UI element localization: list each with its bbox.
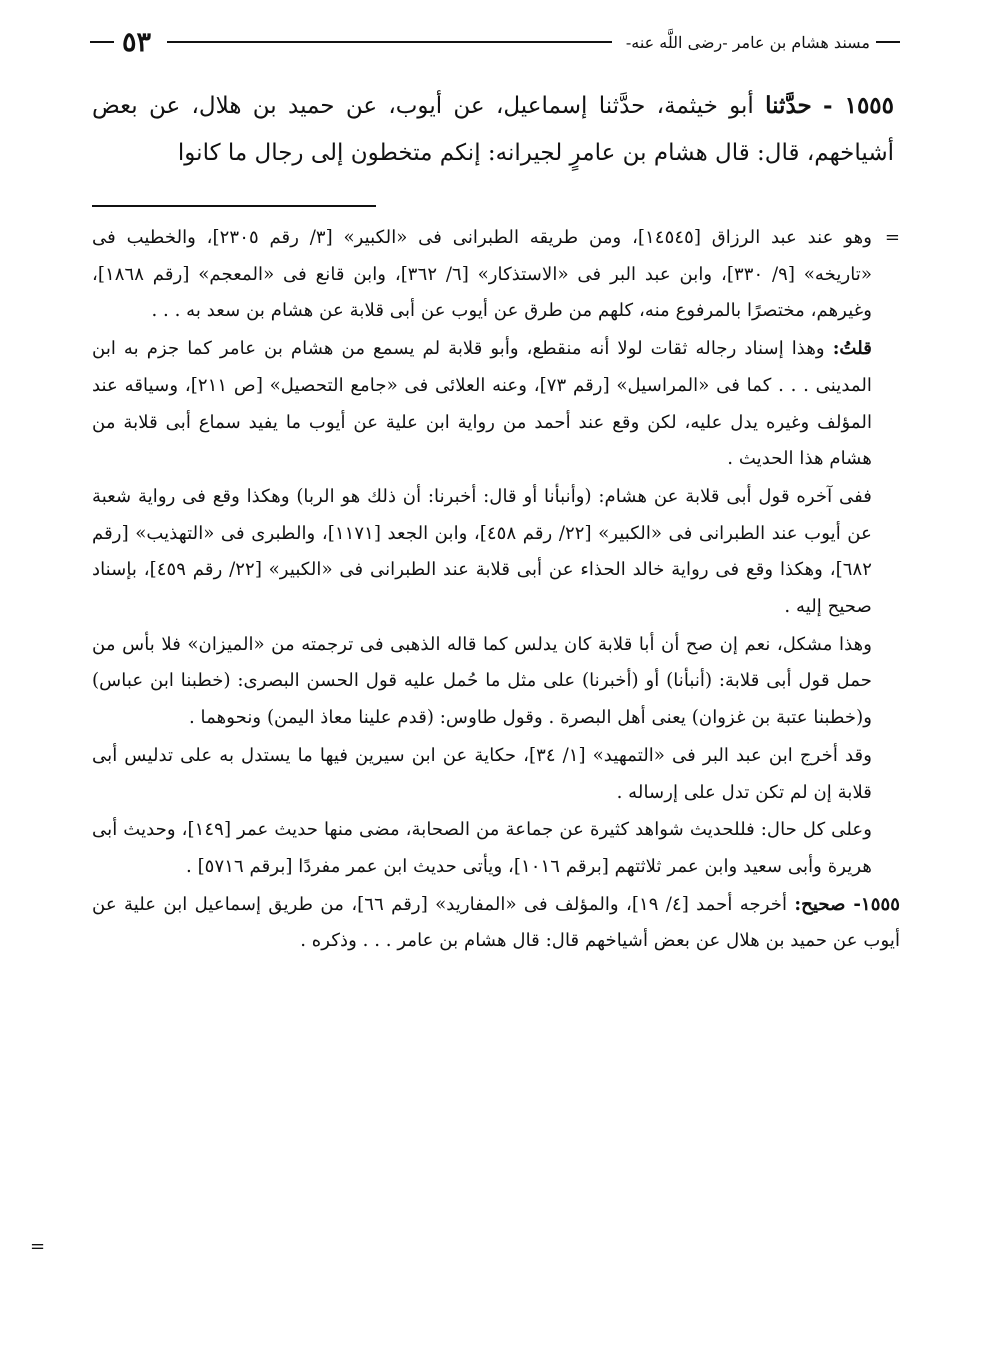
footnote-paragraph (92, 331, 900, 478)
hadith-text: أبو خيثمة، حدَّثنا إسماعيل، عن أيوب، عن حميد بن هلال، عن بعض أشياخهم، قال: قال هشام بن عامرٍ لجيرانه: إنكم متخطون إلى رجال ما كانوا (92, 93, 894, 166)
continuation-mark: = (884, 227, 900, 248)
footnote-text: وهو عند عبد الرزاق [١٤٥٤٥]، ومن طريقه الطبرانى فى «الكبير» [٣/ رقم ٢٣٠٥]، والخطيب فى «تاريخه» [٩/ ٣٣٠]، وابن عبد البر فى «الاستذكار» [٦/ ٣٦٢]، وابن قانع فى «المعجم» [رقم ١٨٦٨]، وغيرهم، مختصرًا بالمرفوع منه، كلهم من طرق عن أيوب عن أبى قلابة عن هشام بن سعد به . . . (92, 227, 872, 322)
main-text (92, 82, 894, 177)
hadith-lead: حدَّثنا (765, 92, 812, 119)
footnote-text: وهذا إسناد رجاله ثقات لولا أنه منقطع، وأبو قلابة لم يسمع من هشام بن عامر كما جزم به ابن المدينى . . . كما فى «المراسيل» [رقم ٧٣]، وعنه العلائى فى «جامع التحصيل» [ص ٢١١]، وسياقه عند المؤلف وغيره يدل عليه، لكن وقع عند أحمد من رواية ابن علية عن أيوب ما يفيد سماع أبى قلابة من هشام هذا الحديث . (92, 338, 872, 470)
footnote-paragraph (92, 738, 900, 811)
hadith-number: ١٥٥٥ - (823, 92, 895, 119)
page-number: ٥٣ (122, 26, 152, 58)
footnote-text: أخرجه أحمد [٤/ ١٩]، والمؤلف فى «المفاريد» [رقم ٦٦]، من طريق إسماعيل ابن علية عن أيوب عن حميد بن هلال عن بعض أشياخهم قال: قال هشام بن عامر . . . وذكره . (92, 893, 900, 952)
footnote-text: وعلى كل حال: فللحديث شواهد كثيرة عن جماعة من الصحابة، مضى منها حديث عمر [١٤٩]، وحديث أبى هريرة وأبى سعيد وابن عمر ثلاثتهم [برقم ١٠١٦]، ويأتى حديث ابن عمر مفردًا [برقم ٥٧١٦] . (92, 819, 872, 877)
footnote-text: وقد أخرج ابن عبد البر فى «التمهيد» [١/ ٣٤]، حكاية عن ابن سيرين فيها ما يستدل به على تدليس أبى قلابة إن لم تكن تدل على إرساله . (92, 744, 872, 803)
footnote-text: ففى آخره قول أبى قلابة عن هشام: (وأنبأنا أو قال: أخبرنا: أن ذلك هو الربا) وهكذا وقع فى رواية شعبة عن أيوب عند الطبرانى فى «الكبير» [٢٢/ رقم ٤٥٨]، وابن الجعد [١١٧١]، والطبرى فى «التهذيب» [رقم ٦٨٢]، وهكذا وقع فى رواية خالد الحذاء عن أبى قلابة عند الطبرانى فى «الكبير» [٢٢/ رقم ٤٥٩]، بإسناد صحيح إليه . (92, 485, 872, 618)
footnote-lead: قلتُ: (832, 338, 872, 360)
footnotes (92, 220, 900, 960)
footnote-paragraph (92, 812, 900, 885)
footnote-lead: ١٥٥٥- صحيح: (794, 893, 900, 915)
header-dash-left (90, 41, 114, 43)
header-title: مسند هشام بن عامر -رضى اللَّه عنه- (625, 32, 870, 52)
footnote-paragraph (92, 887, 900, 960)
running-header (90, 22, 900, 62)
header-rule (167, 41, 612, 43)
footnote-paragraph (92, 627, 900, 737)
footnote-text: وهذا مشكل، نعم إن صح أن أبا قلابة كان يدلس كما قاله الذهبى فى ترجمته من «الميزان» فلا بأس من حمل قول أبى قلابة: (أنبأنا) أو (أخبرنا) على مثل ما حُمل عليه قول الحسن البصرى: (خطبنا ابن عباس) و(خطبنا عتبة بن غزوان) يعنى أهل البصرة . وقول طاوس: (قدم علينا معاذ اليمن) ونحوهما . (92, 633, 872, 729)
footnote-paragraph (92, 220, 900, 330)
footnote-separator (92, 205, 376, 207)
continuation-mark-end: = (30, 1236, 46, 1257)
header-dash-right (876, 41, 900, 43)
footnote-paragraph (92, 479, 900, 626)
